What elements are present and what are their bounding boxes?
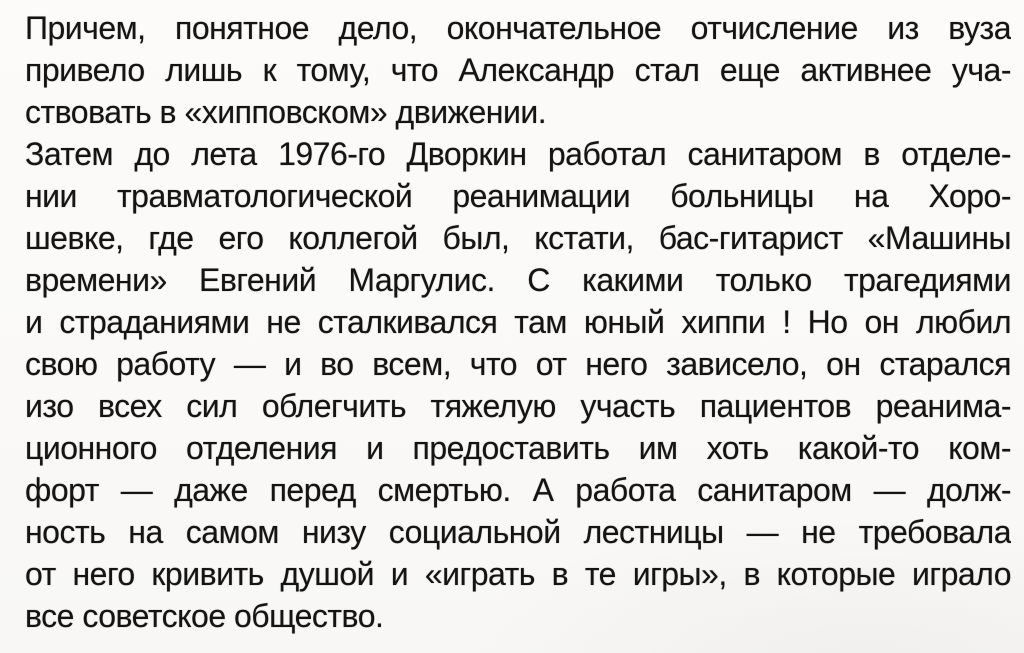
text-line-9: свою работу — и во всем, что от него зависело, он старался (25, 346, 1011, 382)
text-line-1: Причем, понятное дело, окончательное отчисление из вуза (25, 10, 1011, 46)
text-block (25, 7, 1011, 637)
text-line-14: от него кривить душой и «играть в те игры», в которые играло (25, 556, 1011, 592)
text-line-12: форт — даже перед смертью. А работа санитаром — долж- (25, 472, 1011, 508)
text-line-15: все советское общество. (25, 598, 384, 634)
text-line-5: нии травматологической реанимации больницы на Хоро- (25, 178, 1011, 214)
text-line-13: ность на самом низу социальной лестницы — не требовала (25, 514, 1011, 550)
text-line-8: и страданиями не сталкивался там юный хиппи ! Но он любил (25, 304, 1011, 340)
text-line-7: времени» Евгений Маргулис. С какими только трагедиями (25, 262, 1011, 298)
text-line-6: шевке, где его коллегой был, кстати, бас-гитарист «Машины (25, 220, 1011, 256)
text-line-4: Затем до лета 1976-го Дворкин работал санитаром в отделе- (25, 136, 1011, 172)
text-line-11: ционного отделения и предоставить им хоть какой-то ком- (25, 430, 1011, 466)
text-line-2: привело лишь к тому, что Александр стал еще активнее уча- (25, 52, 1011, 88)
text-line-3: ствовать в «хипповском» движении. (25, 94, 547, 130)
text-line-10: изо всех сил облегчить тяжелую участь пациентов реанима- (25, 388, 1011, 424)
